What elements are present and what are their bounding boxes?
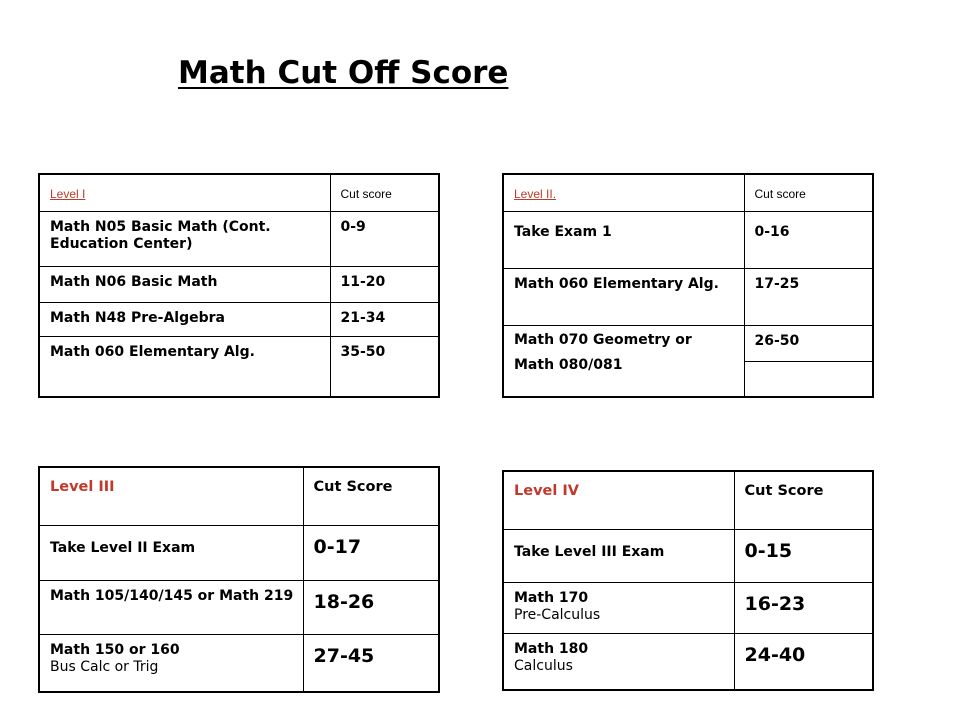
- course-line: Math 080/081: [514, 356, 623, 373]
- course-cell: Math N48 Pre-Algebra: [39, 302, 330, 336]
- course-cell: [39, 634, 303, 692]
- level-3-table: [38, 466, 440, 693]
- course-cell: Take Exam 1: [503, 211, 744, 268]
- score-cell: 11-20: [330, 266, 439, 302]
- table-row: [39, 525, 439, 580]
- score-cell: 18-26: [303, 580, 439, 634]
- score-cell: 24-40: [734, 633, 873, 690]
- table-row: [503, 582, 873, 633]
- course-note: Pre-Calculus: [514, 606, 601, 623]
- score-cell: 0-9: [330, 211, 439, 266]
- empty-cell: [744, 361, 873, 397]
- score-cell: 26-50: [744, 325, 873, 361]
- course-cell: Math 060 Elementary Alg.: [39, 336, 330, 397]
- course-line: Math 070 Geometry or: [514, 331, 692, 348]
- table-row: [503, 268, 873, 325]
- level-header: Level I: [39, 174, 330, 211]
- course-name: Math 180: [514, 640, 589, 657]
- score-header: Cut score: [330, 174, 439, 211]
- course-cell: Take Level III Exam: [503, 529, 734, 582]
- table-row: [39, 634, 439, 692]
- table-row: [503, 325, 873, 361]
- table-row: [39, 302, 439, 336]
- course-cell: Math N05 Basic Math (Cont. Education Center): [39, 211, 330, 266]
- course-name: Math 150 or 160: [50, 641, 180, 658]
- score-cell: 27-45: [303, 634, 439, 692]
- table-row: [39, 266, 439, 302]
- course-cell: [503, 325, 744, 397]
- level-header: Level IV: [503, 471, 734, 529]
- score-cell: 16-23: [734, 582, 873, 633]
- table-row: [503, 211, 873, 268]
- table-row: [503, 529, 873, 582]
- table-header-row: [39, 174, 439, 211]
- score-header: Cut Score: [734, 471, 873, 529]
- table-header-row: [503, 471, 873, 529]
- score-cell: 0-15: [734, 529, 873, 582]
- level-4-table: [502, 470, 874, 691]
- table-header-row: [503, 174, 873, 211]
- score-cell: 21-34: [330, 302, 439, 336]
- score-cell: 35-50: [330, 336, 439, 397]
- table-row: [503, 633, 873, 690]
- course-note: Bus Calc or Trig: [50, 658, 159, 675]
- score-cell: 17-25: [744, 268, 873, 325]
- level-1-table: [38, 173, 440, 398]
- course-note: Calculus: [514, 657, 573, 674]
- level-header: Level II.: [503, 174, 744, 211]
- table-row: [39, 580, 439, 634]
- course-cell: Math 060 Elementary Alg.: [503, 268, 744, 325]
- score-header: Cut score: [744, 174, 873, 211]
- table-header-row: [39, 467, 439, 525]
- score-header: Cut Score: [303, 467, 439, 525]
- course-name: Math 170: [514, 589, 589, 606]
- level-2-table: [502, 173, 874, 398]
- course-cell: Math 105/140/145 or Math 219: [39, 580, 303, 634]
- score-cell: 0-17: [303, 525, 439, 580]
- page-title: Math Cut Off Score: [178, 55, 509, 91]
- course-cell: [503, 582, 734, 633]
- level-header: Level III: [39, 467, 303, 525]
- table-row: [39, 211, 439, 266]
- table-row: [39, 336, 439, 397]
- score-cell: 0-16: [744, 211, 873, 268]
- course-cell: [503, 633, 734, 690]
- course-cell: Take Level II Exam: [39, 525, 303, 580]
- course-cell: Math N06 Basic Math: [39, 266, 330, 302]
